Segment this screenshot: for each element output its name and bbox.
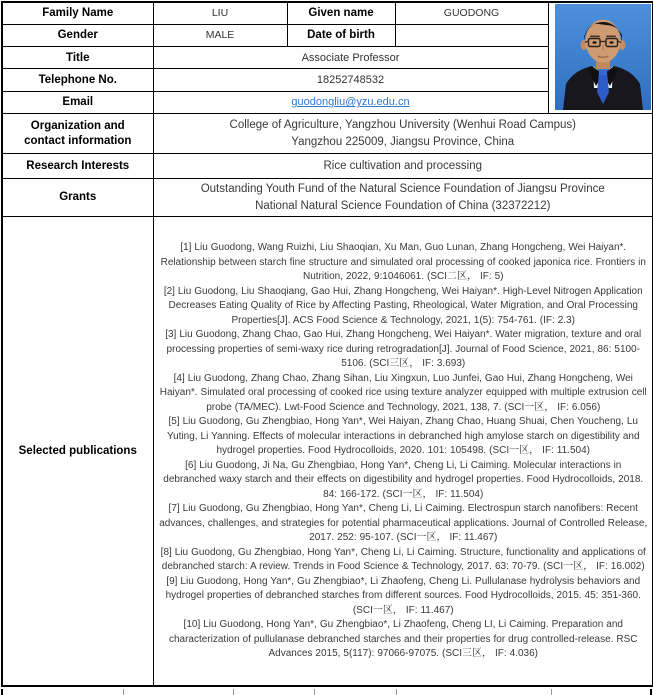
grants-line2: National Natural Science Foundation of China (32372212) [255,199,551,212]
publication-item: [2] Liu Guodong, Liu Shaoqiang, Gao Hui, Zhang Hongcheng, Wei Haiyan*. High-Level Nitrogen Application Decreases Eating Quality of Rice by Affecting Pasting, Rheological, Water Migration, and Oral Processing Properties[J]. ACS Food Science & Technology, 2021, 1(5): 754-761. (IF: 2.3) [163,285,643,326]
research-interests-value: Rice cultivation and processing [153,154,653,179]
gender-label: Gender [2,24,153,46]
organization-line2: Yangzhou 225009, Jiangsu Province, China [291,135,515,148]
date-of-birth-label: Date of birth [287,24,395,46]
given-name-value: GUODONG [395,2,548,24]
organization-value [153,114,653,154]
publication-item: [5] Liu Guodong, Gu Zhengbiao, Hong Yan*, Wei Haiyan, Zhang Chao, Huang Shuai, Chen Youcheng, Lu Yuting, Li Yanning. Effects of molecular interactions in debranched high amylose starch on digestibility and hydrogel properties. Food Hydrocolloids, 2020. 101: 105498. (SCI一区， IF: 11.504) [166,416,640,457]
telephone-label: Telephone No. [2,69,153,91]
date-of-birth-value [395,24,548,46]
email-value-cell [153,91,548,113]
publication-item: [1] Liu Guodong, Wang Ruizhi, Liu Shaoqian, Xu Man, Guo Lunan, Zhang Hongcheng, Wei Haiyan*. Relationship between starch fine structure and simulated oral processing of cooked japonica rice. Frontiers in Nutrition, 2022, 9:1046061. (SCI二区， IF: 5) [160,242,646,283]
organization-label: Organization and contact information [2,114,153,154]
next-table-top-sliver [1,689,652,695]
title-label: Title [2,47,153,69]
publication-item: [10] Liu Guodong, Hong Yan*, Gu Zhengbiao*, Li Zhaofeng, Cheng LI, Li Caiming. Preparation and characterization of pullulanase debranched starches and their properties for drug controlled-release. RSC Advances 2015, 5(117): 97066-97075. (SCI三区， IF: 4.036) [168,619,638,660]
grants-value [153,179,653,217]
portrait-photo-image [555,4,651,110]
given-name-label: Given name [287,2,395,24]
grants-line1: Outstanding Youth Fund of the Natural Science Foundation of Jiangsu Province [200,182,605,195]
publication-item: [7] Liu Guodong, Gu Zhengbiao, Hong Yan*, Cheng Li, Li Caiming. Electrospun starch nanofibers: Recent advances, challenges, and strategies for potential pharmaceutical applications. Journal of Controlled Release, 2017. 252: 95-107. (SCI一区， IF: 11.467) [159,503,648,544]
sliver-divider [314,689,315,695]
grants-label: Grants [2,179,153,217]
selected-publications-list [153,217,653,687]
sliver-divider [396,689,397,695]
organization-line1: College of Agriculture, Yangzhou University (Wenhui Road Campus) [229,118,576,131]
gender-value: MALE [153,24,287,46]
telephone-value: 18252748532 [153,69,548,91]
family-name-value: LIU [153,2,287,24]
sliver-divider [551,689,552,695]
publication-item: [4] Liu Guodong, Zhang Chao, Zhang Sihan, Liu Xingxun, Luo Junfei, Gao Hui, Zhang Hongcheng, Wei Haiyan*. Simulated oral processing of cooked rice using texture analyzer equipped with multiple extrusion cell probe (TA/MEC). Lwt-Food Science and Technology, 2021, 138, 7. (SCI一区， IF: 6.056) [159,372,647,413]
portrait-photo [548,2,653,114]
publication-item: [8] Liu Guodong, Gu Zhengbiao, Hong Yan*, Cheng Li, Li Caiming. Structure, functionality and applications of debranched starch: A review. Trends in Food Science & Technology, 2017. 63: 70-79. (SCI一区， IF: 16.002) [160,546,646,573]
profile-table [1,1,653,687]
family-name-label: Family Name [2,2,153,24]
research-interests-label: Research Interests [2,154,153,179]
publication-item: [3] Liu Guodong, Zhang Chao, Gao Hui, Zhang Hongcheng, Wei Haiyan*. Water migration, texture and oral processing properties of semi-waxy rice during retrogradation[J]. Journal of Food Science, 2021, 86: 5100-5106. (SCI三区， IF: 3.693) [165,329,642,370]
email-link[interactable]: guodongliu@yzu.edu.cn [291,96,410,109]
email-label: Email [2,91,153,113]
publication-item: [6] Liu Guodong, Ji Na, Gu Zhengbiao, Hong Yan*, Cheng Li, Li Caiming. Molecular interactions in debranched waxy starch and their effects on digestibility and hydrogel properties. Food Hydrocolloids, 2018. 84: 166-172. (SCI一区， IF: 11.504) [163,459,644,500]
sliver-divider [123,689,124,695]
publication-item: [9] Liu Guodong, Hong Yan*, Gu Zhengbiao*, Li Zhaofeng, Cheng Li. Pullulanase hydrolysis behaviors and hydrogel properties of debranched starches from different sources. Food Hydrocolloids, 2015. 45: 351-360. (SCI一区， IF: 11.467) [165,575,641,616]
sliver-divider [233,689,234,695]
title-value: Associate Professor [153,47,548,69]
selected-publications-label: Selected publications [2,217,153,687]
